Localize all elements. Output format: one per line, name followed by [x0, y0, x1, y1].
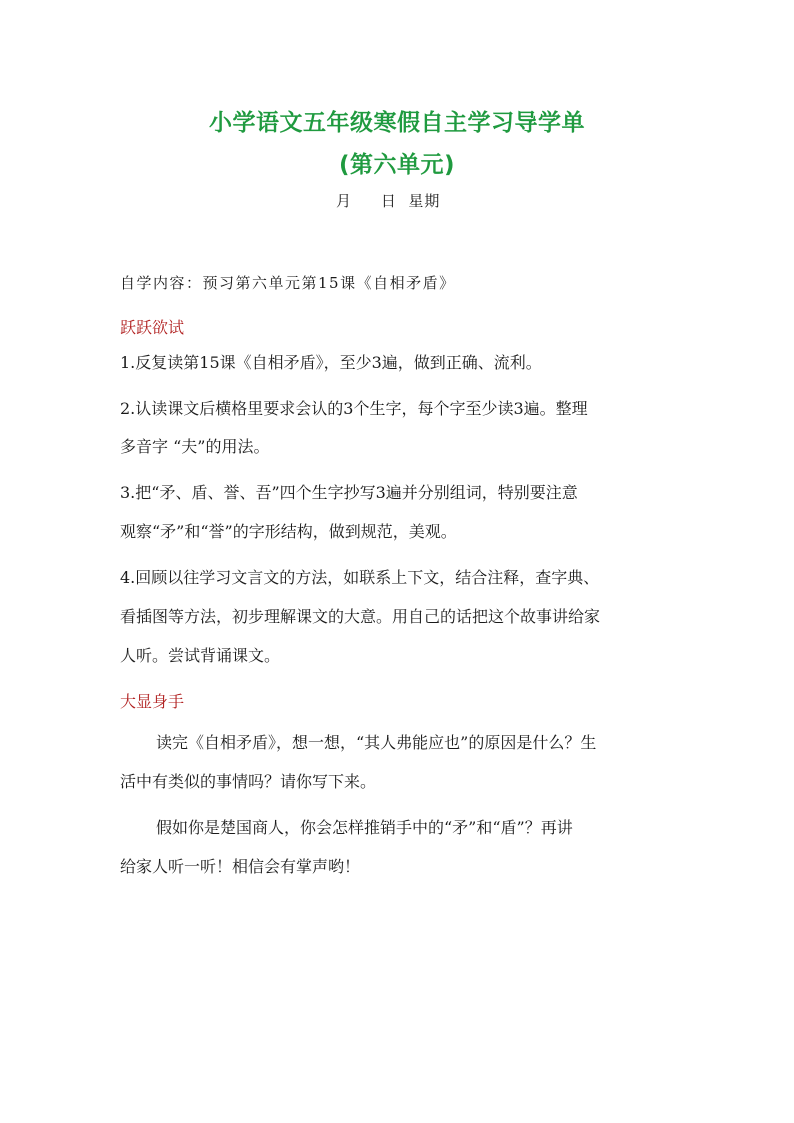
task-line: 4.回顾以往学习文言文的方法，如联系上下文，结合注释，查字典、: [120, 568, 600, 587]
section-heading-show: 大显身手: [120, 692, 185, 711]
task-line: 2.认读课文后横格里要求会认的3个生字，每个字至少读3遍。整理: [120, 399, 588, 418]
question-line: 读完《自相矛盾》，想一想，“其人弗能应也”的原因是什么？生: [156, 733, 597, 752]
page-title: 小学语文五年级寒假自主学习导学单: [209, 110, 585, 136]
task-line: 1.反复读第15课《自相矛盾》，至少3遍，做到正确、流利。: [120, 353, 542, 372]
task-line: 多音字 “夫”的用法。: [120, 437, 270, 456]
question-line: 活中有类似的事情吗？请你写下来。: [120, 772, 377, 791]
question-line: 假如你是楚国商人，你会怎样推销手中的“矛”和“盾”？再讲: [156, 818, 573, 837]
section-heading-try: 跃跃欲试: [120, 318, 185, 337]
task-line: 3.把“矛、盾、誉、吾”四个生字抄写3遍并分别组词，特别要注意: [120, 483, 578, 502]
task-line: 人听。尝试背诵课文。: [120, 646, 281, 665]
date-line: 月 日 星期: [336, 192, 441, 210]
question-line: 给家人听一听！相信会有掌声哟！: [120, 857, 361, 876]
task-line: 看插图等方法，初步理解课文的大意。用自己的话把这个故事讲给家: [120, 607, 601, 626]
task-line: 观察“矛”和“誉”的字形结构，做到规范，美观。: [120, 522, 457, 541]
study-content-line: 自学内容：预习第六单元第15课《自相矛盾》: [120, 274, 456, 292]
page-subtitle: (第六单元): [338, 152, 456, 178]
